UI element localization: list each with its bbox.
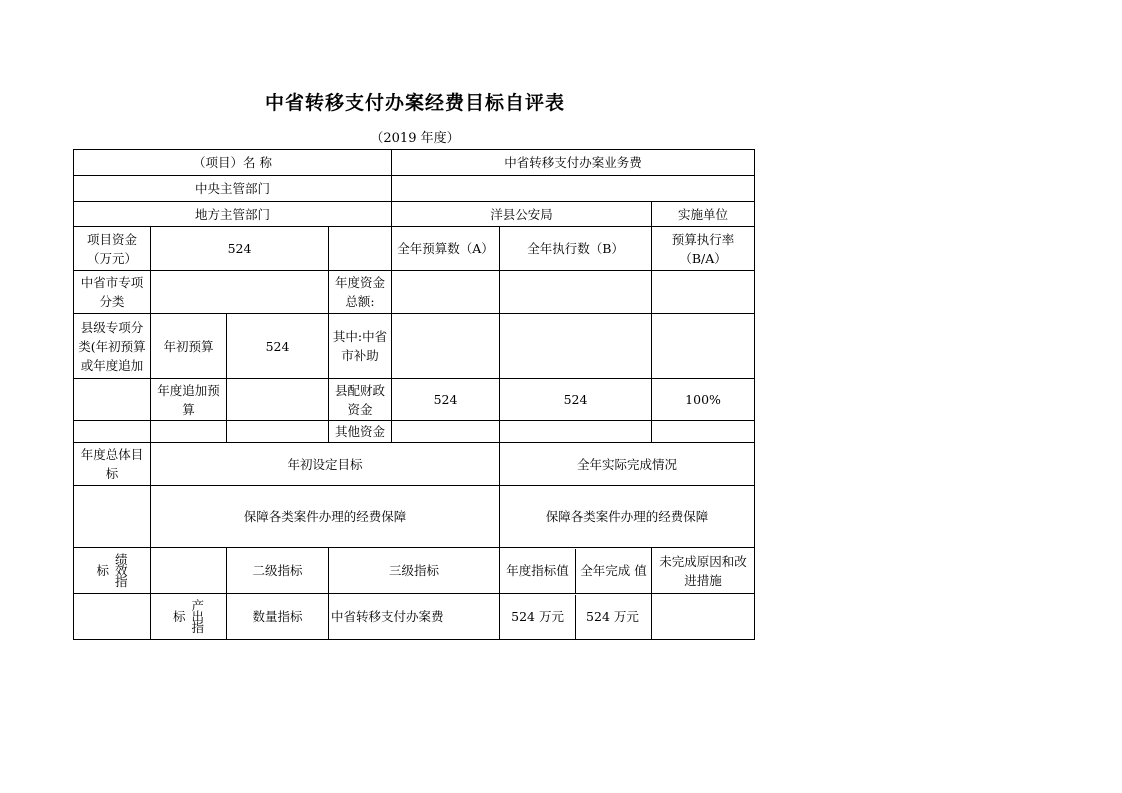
perf-label-vertical bbox=[115, 554, 128, 587]
annual-budget-header: 全年预算数（A） bbox=[392, 227, 500, 271]
other-budget bbox=[392, 421, 500, 443]
perf-char-3: 指 bbox=[115, 574, 128, 589]
row-goal-content bbox=[74, 486, 755, 548]
other-exec bbox=[500, 421, 652, 443]
annual-target-header: 年度指标值 bbox=[500, 549, 576, 593]
indicator-row-empty bbox=[74, 594, 151, 640]
level1-header-empty bbox=[151, 548, 227, 594]
other-empty-3 bbox=[227, 421, 329, 443]
output-char-2: 出 bbox=[191, 609, 205, 624]
county-rate-value: 100% bbox=[652, 379, 755, 421]
value-headers bbox=[500, 548, 652, 594]
province-category-label: 中省市专项分类 bbox=[74, 271, 151, 314]
initial-budget-label: 年初预算 bbox=[151, 314, 227, 379]
annual-target-value: 524 万元 bbox=[500, 595, 576, 639]
annual-exec-header: 全年执行数（B） bbox=[500, 227, 652, 271]
other-empty-2 bbox=[151, 421, 227, 443]
form-year: （2019 年度） bbox=[370, 131, 460, 146]
goal-empty bbox=[74, 486, 151, 548]
indicator-values bbox=[500, 594, 652, 640]
additional-budget-label: 年度追加预算 bbox=[151, 379, 227, 421]
row-funds bbox=[74, 227, 755, 271]
other-empty-1 bbox=[74, 421, 151, 443]
central-dept-label: 中央主管部门 bbox=[74, 176, 392, 202]
project-name-label: （项目）名 称 bbox=[74, 150, 392, 176]
perf-char-2: 效 bbox=[115, 563, 128, 578]
subsidy-label: 其中:中省市补助 bbox=[329, 314, 392, 379]
level2-value: 数量指标 bbox=[227, 594, 329, 640]
central-dept-value bbox=[392, 176, 755, 202]
additional-budget-value bbox=[227, 379, 329, 421]
perf-label-main: 标 bbox=[96, 563, 109, 578]
annual-total-label: 年度资金总额: bbox=[329, 271, 392, 314]
perf-char-1: 绩 bbox=[115, 552, 128, 567]
county-budget-value: 524 bbox=[392, 379, 500, 421]
output-char-1: 产 bbox=[191, 598, 205, 613]
impl-unit-label: 实施单位 bbox=[652, 202, 755, 227]
level3-value: 中省转移支付办案费 bbox=[329, 594, 500, 640]
form-title: 中省转移支付办案经费目标自评表 bbox=[264, 92, 565, 114]
local-dept-label: 地方主管部门 bbox=[74, 202, 392, 227]
province-category-value bbox=[151, 271, 329, 314]
row-province-category bbox=[74, 271, 755, 314]
reason-value bbox=[652, 594, 755, 640]
county-category-label: 县级专项分类(年初预算或年度追加 bbox=[74, 314, 151, 379]
initial-goal-text: 保障各类案件办理的经费保障 bbox=[151, 486, 500, 548]
local-dept-value: 洋县公安局 bbox=[392, 202, 652, 227]
funds-empty bbox=[329, 227, 392, 271]
output-indicator-label bbox=[151, 594, 227, 640]
initial-goal-header: 年初设定目标 bbox=[151, 443, 500, 486]
output-char-3: 指 bbox=[191, 620, 205, 635]
subsidy-budget bbox=[392, 314, 500, 379]
project-name-value: 中省转移支付办案业务费 bbox=[392, 150, 755, 176]
row-additional-budget bbox=[74, 379, 755, 421]
county-exec-value: 524 bbox=[500, 379, 652, 421]
row-other-funds bbox=[74, 421, 755, 443]
actual-status-text: 保障各类案件办理的经费保障 bbox=[500, 486, 755, 548]
additional-empty bbox=[74, 379, 151, 421]
output-label-vertical bbox=[192, 600, 205, 633]
row-indicator-header bbox=[74, 548, 755, 594]
annual-total-rate bbox=[652, 271, 755, 314]
annual-done-value: 524 万元 bbox=[586, 609, 639, 624]
row-county-category bbox=[74, 314, 755, 379]
annual-total-budget bbox=[392, 271, 500, 314]
subsidy-exec bbox=[500, 314, 652, 379]
actual-status-header: 全年实际完成情况 bbox=[500, 443, 755, 486]
other-funds-label: 其他资金 bbox=[329, 421, 392, 443]
row-central-dept bbox=[74, 176, 755, 202]
perf-indicator-label bbox=[74, 548, 151, 594]
row-project-name bbox=[74, 150, 755, 176]
reason-header: 未完成原因和改进措施 bbox=[652, 548, 755, 594]
other-rate bbox=[652, 421, 755, 443]
funds-label: 项目资金（万元） bbox=[74, 227, 151, 271]
annual-total-exec bbox=[500, 271, 652, 314]
exec-rate-header: 预算执行率（B/A） bbox=[652, 227, 755, 271]
initial-budget-value: 524 bbox=[227, 314, 329, 379]
level2-header: 二级指标 bbox=[227, 548, 329, 594]
subsidy-rate bbox=[652, 314, 755, 379]
level3-header: 三级指标 bbox=[329, 548, 500, 594]
annual-done-header: 全年完成 值 bbox=[580, 563, 647, 578]
evaluation-table bbox=[73, 149, 755, 640]
row-indicator-data bbox=[74, 594, 755, 640]
county-funds-label: 县配财政资金 bbox=[329, 379, 392, 421]
row-local-dept bbox=[74, 202, 755, 227]
output-label-main: 标 bbox=[172, 609, 186, 624]
overall-goal-label: 年度总体目标 bbox=[74, 443, 151, 486]
row-goal-header bbox=[74, 443, 755, 486]
funds-value: 524 bbox=[151, 227, 329, 271]
